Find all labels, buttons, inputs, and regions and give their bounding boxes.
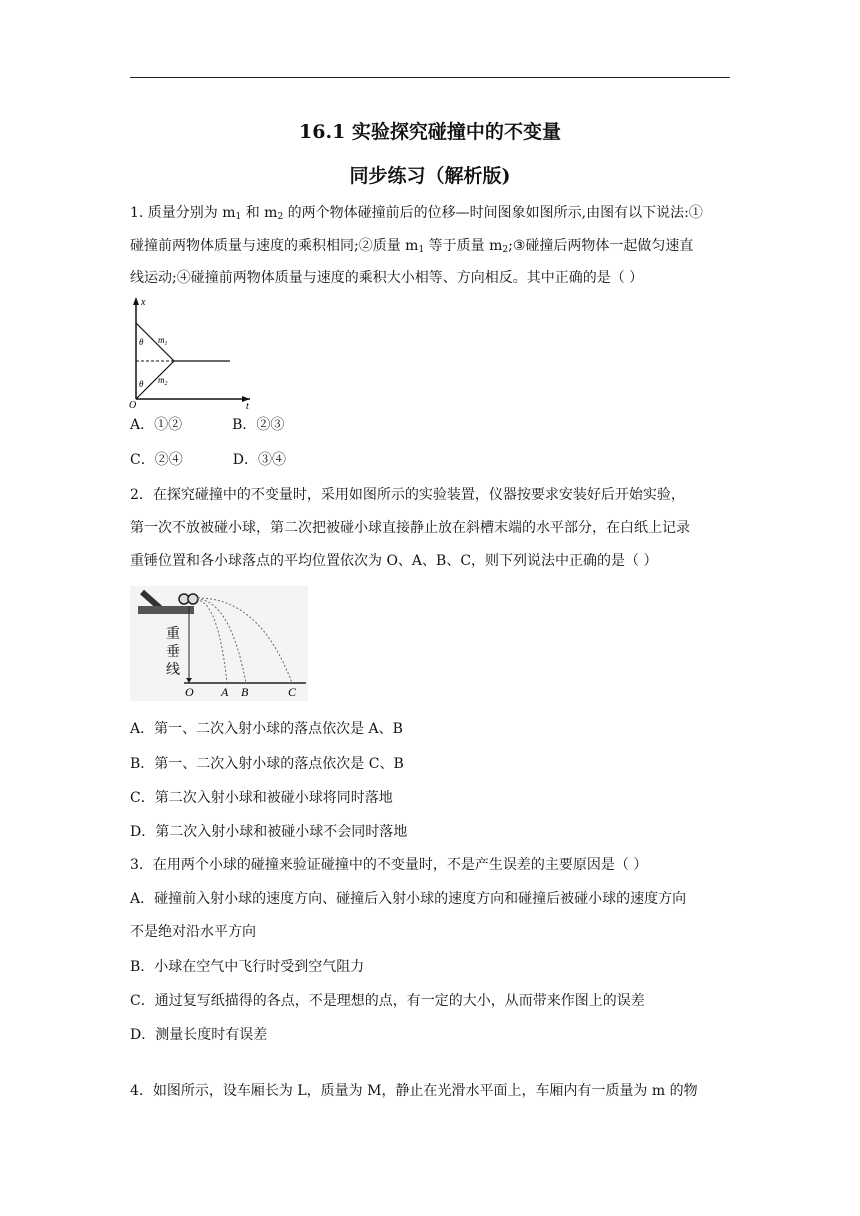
q2-apparatus-figure: [130, 586, 308, 701]
chute-end: [138, 606, 194, 614]
y-axis-label: x: [141, 297, 146, 308]
plumb-label-2: 垂: [166, 644, 180, 660]
theta-bottom-label: θ: [139, 379, 144, 389]
target-ball: [188, 594, 198, 604]
q1-option-d[interactable]: D．③④: [232, 452, 286, 468]
m2-label: $m_2$: [158, 375, 168, 387]
m1-label: $m_1$: [158, 335, 168, 347]
page-title: 16.1 实验探究碰撞中的不变量: [299, 121, 561, 143]
q3-option-c[interactable]: C．通过复写纸描得的各点，不是理想的点，有一定的大小，从而带来作图上的误差: [130, 993, 645, 1009]
q3-option-a-line-1[interactable]: A．碰撞前入射小球的速度方向、碰撞后入射小球的速度方向和碰撞后被碰小球的速度方向: [130, 891, 687, 907]
origin-label: O: [129, 400, 137, 411]
point-b: B: [241, 685, 249, 699]
q3-option-d[interactable]: D．测量长度时有误差: [130, 1027, 268, 1043]
header-rule: [130, 77, 730, 78]
q1-line-1: 1. 质量分别为 $m_1$ 和 $m_2$ 的两个物体碰撞前后的位移—时间图象如图所示,由图有以下说法:①: [130, 205, 703, 222]
theta-top-label: θ: [139, 337, 144, 347]
q1-xt-graph: [128, 295, 249, 412]
q1-options-row-1: [130, 415, 740, 435]
point-a: A: [221, 685, 229, 699]
q1-option-c[interactable]: C．②④: [130, 452, 183, 468]
q1-line-3: 线运动;④碰撞前两物体质量与速度的乘积大小相等、方向相反。其中正确的是（ ）: [130, 270, 644, 286]
q4-line-1: 4．如图所示，设车厢长为 L，质量为 M，静止在光滑水平面上，车厢内有一质量为 m 的物: [130, 1083, 698, 1099]
q2-option-d[interactable]: D．第二次入射小球和被碰小球不会同时落地: [130, 824, 408, 840]
page-subtitle: 同步练习（解析版): [349, 165, 511, 187]
q2-option-b[interactable]: B．第一、二次入射小球的落点依次是 C、B: [130, 756, 404, 772]
x-axis-label: t: [246, 401, 249, 412]
q3-option-a-line-2[interactable]: 不是绝对沿水平方向: [130, 924, 256, 940]
q2-option-c[interactable]: C．第二次入射小球和被碰小球将同时落地: [130, 790, 393, 806]
point-c: C: [288, 685, 297, 699]
q1-option-a[interactable]: A．①②: [130, 417, 183, 433]
q2-line-3: 重锤位置和各小球落点的平均位置依次为 O、A、B、C，则下列说法中正确的是（ ）: [130, 553, 658, 569]
q1-options-row-2: [130, 450, 740, 470]
q3-option-b[interactable]: B．小球在空气中飞行时受到空气阻力: [130, 959, 365, 975]
plumb-label-1: 重: [166, 626, 180, 642]
q2-line-2: 第一次不放被碰小球，第二次把被碰小球直接静止放在斜槽末端的水平部分，在白纸上记录: [130, 520, 690, 536]
y-axis-arrow: [133, 297, 139, 305]
q3-line-1: 3．在用两个小球的碰撞来验证碰撞中的不变量时，不是产生误差的主要原因是（ ）: [130, 857, 648, 873]
q1-line-2: 碰撞前两物体质量与速度的乘积相同;②质量 $m_1$ 等于质量 $m_2;③$碰撞后两物体一起做匀速直: [130, 238, 694, 255]
q2-line-1: 2．在探究碰撞中的不变量时，采用如图所示的实验装置，仪器按要求安装好后开始实验，: [130, 487, 685, 503]
point-o: O: [185, 685, 194, 699]
plumb-label-3: 线: [166, 662, 180, 678]
q1-option-b[interactable]: B．②③: [232, 417, 285, 433]
q2-option-a[interactable]: A．第一、二次入射小球的落点依次是 A、B: [130, 721, 403, 737]
